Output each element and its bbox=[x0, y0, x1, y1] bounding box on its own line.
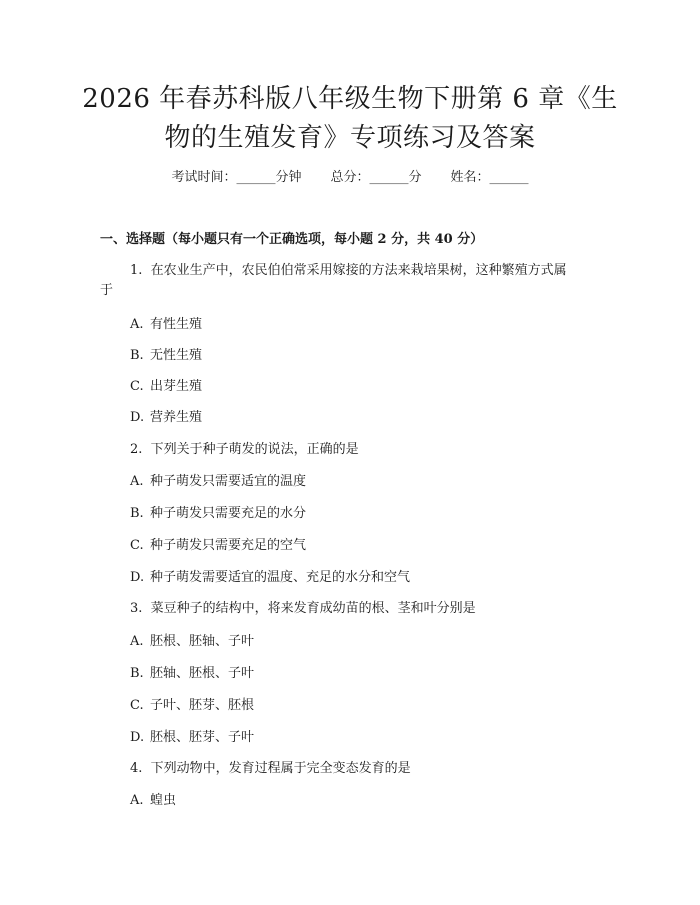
option-item bbox=[130, 473, 306, 491]
name-label: 姓名： bbox=[450, 170, 490, 185]
option-item bbox=[130, 729, 254, 747]
option-letter: C. bbox=[130, 538, 144, 553]
option-letter: C. bbox=[130, 379, 144, 394]
option-item bbox=[130, 316, 202, 334]
option-letter: C. bbox=[130, 698, 144, 713]
option-text: 种子萌发只需要充足的水分 bbox=[150, 506, 307, 521]
option-item bbox=[130, 633, 254, 651]
question-stem bbox=[130, 760, 411, 778]
option-letter: B. bbox=[130, 348, 144, 363]
option-text: 胚根、胚轴、子叶 bbox=[150, 634, 255, 649]
question-text: 下列动物中，发育过程属于完全变态发育的是 bbox=[150, 761, 411, 776]
question-stem bbox=[130, 441, 359, 459]
option-text: 子叶、胚芽、胚根 bbox=[150, 698, 255, 713]
option-text: 蝗虫 bbox=[150, 793, 177, 808]
option-item bbox=[130, 569, 410, 587]
option-letter: D. bbox=[130, 730, 145, 745]
question-number: 4. bbox=[130, 761, 143, 776]
option-item bbox=[130, 347, 202, 365]
title-line-2: 物的生殖发育》专项练习及答案 bbox=[164, 123, 536, 153]
question-number: 1. bbox=[130, 263, 143, 278]
option-letter: A. bbox=[130, 474, 144, 489]
option-text: 出芽生殖 bbox=[150, 379, 203, 394]
question-number: 2. bbox=[130, 442, 143, 457]
option-text: 种子萌发需要适宜的温度、充足的水分和空气 bbox=[150, 570, 411, 585]
question-text: 在农业生产中，农民伯伯常采用嫁接的方法来栽培果树，这种繁殖方式属 bbox=[150, 263, 567, 278]
option-text: 营养生殖 bbox=[150, 410, 203, 425]
question-text: 下列关于种子萌发的说法，正确的是 bbox=[150, 442, 359, 457]
time-blank: ______ bbox=[236, 170, 276, 185]
title-line-1: 2026 年春苏科版八年级生物下册第 6 章《生 bbox=[82, 84, 618, 114]
question-text: 菜豆种子的结构中，将来发育成幼苗的根、茎和叶分别是 bbox=[150, 601, 476, 616]
option-text: 胚轴、胚根、子叶 bbox=[150, 666, 255, 681]
option-letter: B. bbox=[130, 666, 144, 681]
option-item bbox=[130, 537, 306, 555]
score-blank: ______ bbox=[369, 170, 409, 185]
option-letter: D. bbox=[130, 570, 145, 585]
question-stem bbox=[130, 262, 567, 280]
option-letter: A. bbox=[130, 634, 144, 649]
question-number: 3. bbox=[130, 601, 143, 616]
score-unit: 分 bbox=[408, 170, 422, 185]
option-text: 胚根、胚芽、子叶 bbox=[150, 730, 255, 745]
option-letter: D. bbox=[130, 410, 145, 425]
question-stem-continuation: 于 bbox=[100, 283, 114, 298]
document-title bbox=[80, 80, 620, 158]
score-label: 总分： bbox=[330, 170, 370, 185]
time-label: 考试时间： bbox=[171, 170, 237, 185]
option-letter: A. bbox=[130, 317, 144, 332]
time-unit: 分钟 bbox=[275, 170, 302, 185]
question-stem bbox=[130, 600, 476, 618]
section-heading: 一、选择题（每小题只有一个正确选项，每小题 2 分，共 40 分） bbox=[100, 232, 484, 247]
option-text: 种子萌发只需要充足的空气 bbox=[150, 538, 307, 553]
option-item bbox=[130, 409, 202, 427]
name-blank: ______ bbox=[489, 170, 529, 185]
option-text: 无性生殖 bbox=[150, 348, 203, 363]
option-letter: B. bbox=[130, 506, 144, 521]
option-text: 有性生殖 bbox=[150, 317, 203, 332]
option-item bbox=[130, 792, 176, 810]
option-letter: A. bbox=[130, 793, 144, 808]
option-text: 种子萌发只需要适宜的温度 bbox=[150, 474, 307, 489]
exam-meta bbox=[0, 169, 700, 187]
option-item bbox=[130, 378, 202, 396]
option-item bbox=[130, 505, 306, 523]
option-item bbox=[130, 697, 254, 715]
option-item bbox=[130, 665, 254, 683]
